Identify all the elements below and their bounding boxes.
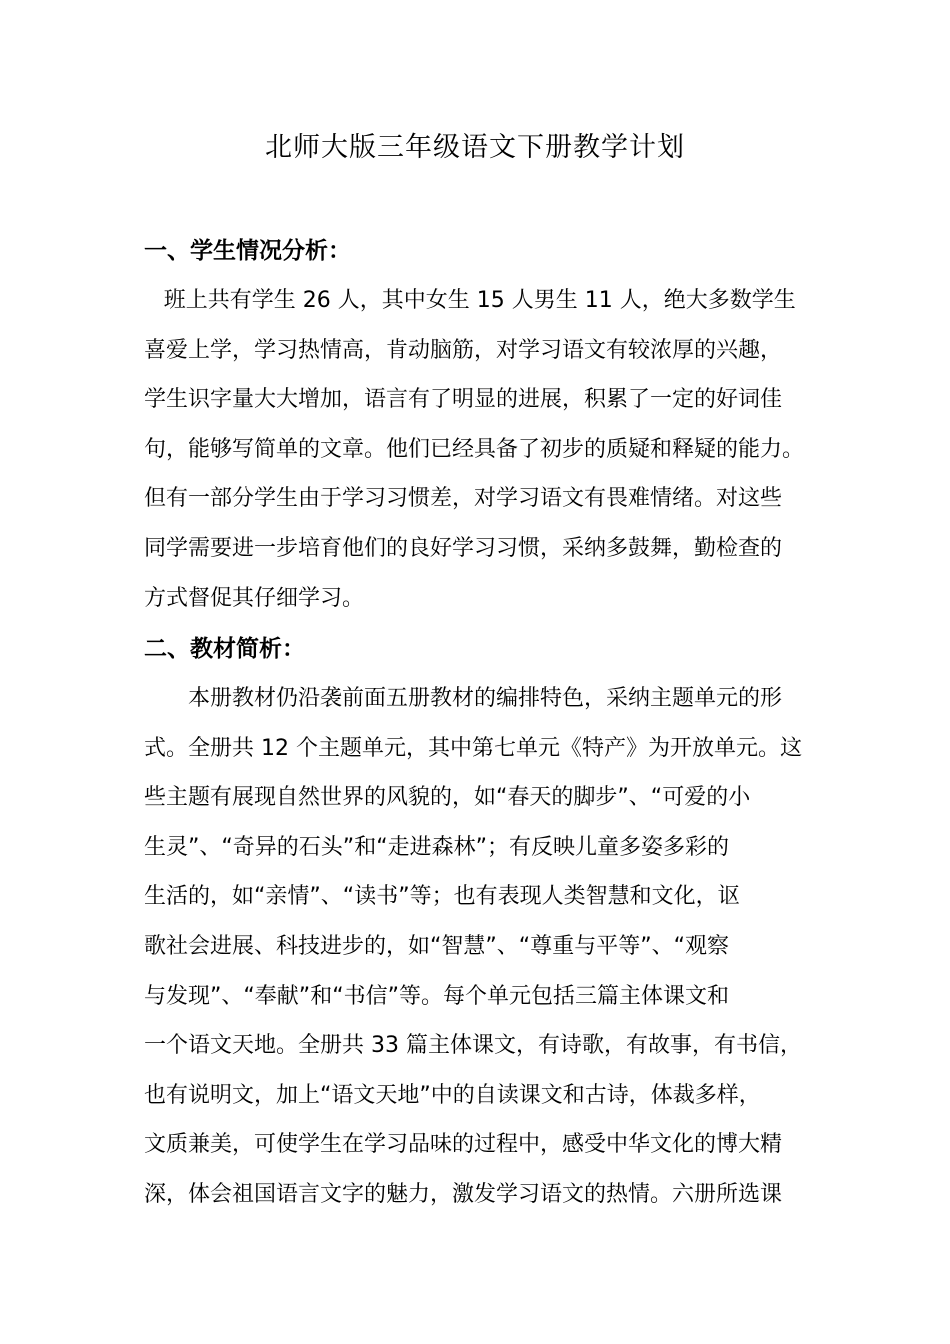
paragraph-student-analysis	[144, 276, 809, 623]
paragraph-line: 些主题有展现自然世界的风貌的，如“春天的脚步”、“可爱的小	[144, 785, 751, 811]
paragraph-line: 班上共有学生 26 人，其中女生 15 人男生 11 人，绝大多数学生	[163, 288, 796, 313]
section-heading-textbook-analysis: 二、教材简析：	[144, 636, 305, 662]
paragraph-textbook-analysis	[144, 674, 809, 1220]
paragraph-line: 生活的，如“亲情”、“读书”等；也有表现人类智慧和文化，讴	[144, 884, 740, 910]
document-title: 北师大版三年级语文下册教学计划	[265, 132, 685, 163]
paragraph-line: 也有说明文，加上“语文天地”中的自读课文和古诗，体裁多样，	[144, 1082, 761, 1108]
paragraph-line: 同学需要进一步培育他们的良好学习习惯，采纳多鼓舞，勤检查的	[144, 535, 783, 561]
paragraph-line: 与发现”、“奉献”和“书信”等。每个单元包括三篇主体课文和	[144, 983, 729, 1009]
paragraph-line: 文质兼美，可使学生在学习品味的过程中，感受中华文化的博大精	[144, 1132, 783, 1158]
paragraph-line: 深，体会祖国语言文字的魅力，激发学习语文的热情。六册所选课	[144, 1181, 783, 1207]
paragraph-line: 式。全册共 12 个主题单元，其中第七单元《特产》为开放单元。这	[144, 735, 802, 761]
paragraph-line: 本册教材仍沿袭前面五册教材的编排特色，采纳主题单元的形	[188, 686, 783, 711]
paragraph-line: 一个语文天地。全册共 33 篇主体课文，有诗歌，有故事，有书信，	[144, 1033, 802, 1059]
paragraph-line: 学生识字量大大增加，语言有了明显的进展，积累了一定的好词佳	[144, 387, 783, 413]
paragraph-line: 句，能够写简单的文章。他们已经具备了初步的质疑和释疑的能力。	[144, 436, 805, 462]
paragraph-line: 喜爱上学，学习热情高，肯动脑筋，对学习语文有较浓厚的兴趣，	[144, 337, 783, 363]
paragraph-line: 歌社会进展、科技进步的，如“智慧”、“尊重与平等”、“观察	[144, 933, 729, 959]
paragraph-line: 但有一部分学生由于学习习惯差，对学习语文有畏难情绪。对这些	[144, 486, 783, 512]
section-heading-student-analysis: 一、学生情况分析：	[144, 238, 351, 264]
paragraph-line: 生灵”、“奇异的石头”和“走进森林”；有反映儿童多姿多彩的	[144, 834, 729, 860]
paragraph-line: 方式督促其仔细学习。	[144, 585, 365, 611]
